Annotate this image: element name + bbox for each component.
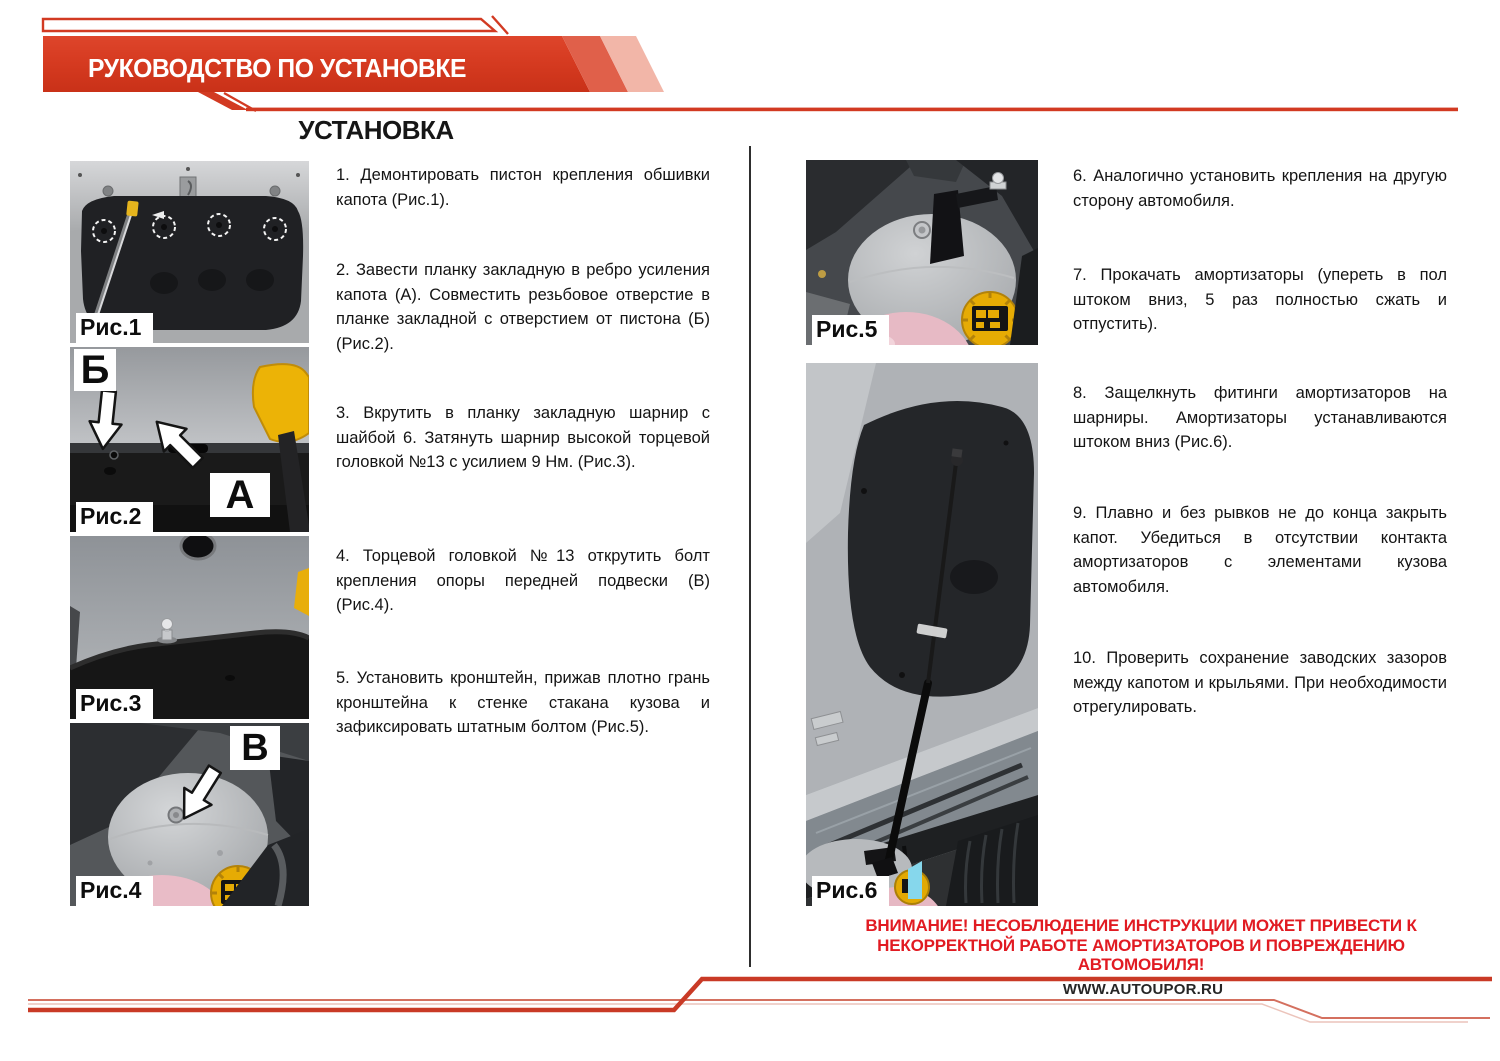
warning-line-2: НЕКОРРЕКТНОЙ РАБОТЕ АМОРТИЗАТОРОВ И ПОВРЕЖДЕНИЮ — [877, 935, 1405, 955]
section-title: УСТАНОВКА — [298, 115, 454, 145]
step-5: 5. Установить кронштейн, прижав плотно грань кронштейна к стенке стакана кузова и зафиксировать штатным болтом (Рис.5). — [336, 669, 710, 737]
figure-1 — [70, 161, 309, 343]
figure-6 — [806, 363, 1038, 906]
top-stripe — [43, 19, 495, 31]
hood-grommet — [181, 536, 215, 559]
warning-line-1: ВНИМАНИЕ! НЕСОБЛЮДЕНИЕ ИНСТРУКЦИИ МОЖЕТ ПРИВЕСТИ К — [865, 916, 1417, 935]
figure-3 — [70, 536, 309, 719]
figure-label: Рис.5 — [812, 315, 889, 345]
figure-2 — [70, 347, 309, 532]
page-title: РУКОВОДСТВО ПО УСТАНОВКЕ — [88, 53, 466, 83]
step-10: 10. Проверить сохранение заводских зазоров между капотом и крыльями. При необходимости отрегулировать. — [1073, 649, 1447, 717]
marker-a: А — [210, 473, 270, 517]
figure-label: Рис.4 — [76, 876, 153, 906]
figure-4 — [70, 723, 309, 906]
reservoir-cap — [962, 292, 1018, 345]
warning-line-3: АВТОМОБИЛЯ! — [1077, 955, 1205, 974]
figure-5 — [806, 160, 1038, 345]
step-3: 3. Вкрутить в планку закладную шарнир с шайбой 6. Затянуть шарнир высокой торцевой головкой №13 с усилием 9 Нм. (Рис.3). — [336, 404, 710, 472]
marker-v: В — [230, 726, 280, 770]
prop-rod-clip — [126, 201, 139, 217]
step-4: 4. Торцевой головкой №13 открутить болт крепления опоры передней подвески (В) (Рис.4). — [336, 547, 710, 615]
step-1: 1. Демонтировать пистон крепления обшивки капота (Рис.1). — [336, 166, 710, 209]
header-rule — [246, 108, 1458, 112]
figure-label: Рис.6 — [812, 876, 889, 906]
under-banner-slash — [198, 92, 248, 110]
step-7: 7. Прокачать амортизаторы (упереть в пол штоком вниз, 5 раз полностью сжать и отпустить). — [1073, 266, 1447, 334]
website-url: WWW.AUTOUPOR.RU — [1062, 981, 1224, 998]
footer-lines-graphic — [0, 960, 1500, 1040]
figure-6-photo — [806, 363, 1038, 906]
figure-label: Рис.2 — [76, 502, 153, 532]
column-divider — [749, 146, 751, 967]
figure-label: Рис.3 — [76, 689, 153, 719]
marker-b: Б — [74, 349, 116, 391]
figure-label: Рис.1 — [76, 313, 153, 343]
step-9: 9. Плавно и без рывков не до конца закрыть капот. Убедиться в отсутствии контакта амортизаторов с элементами кузова автомобиля. — [1073, 504, 1447, 597]
step-2: 2. Завести планку закладную в ребро усиления капота (А). Совместить резьбовое отверстие в планке закладной с отверстием от пистона (Б) (Рис.2). — [336, 261, 710, 354]
step-6: 6. Аналогично установить крепления на другую сторону автомобиля. — [1073, 167, 1447, 210]
piston-hole — [110, 451, 118, 459]
step-8: 8. Защелкнуть фитинги амортизаторов на шарниры. Амортизаторы устанавливаются штоком вниз (Рис.6). — [1073, 384, 1447, 452]
hood-latch — [180, 177, 196, 199]
